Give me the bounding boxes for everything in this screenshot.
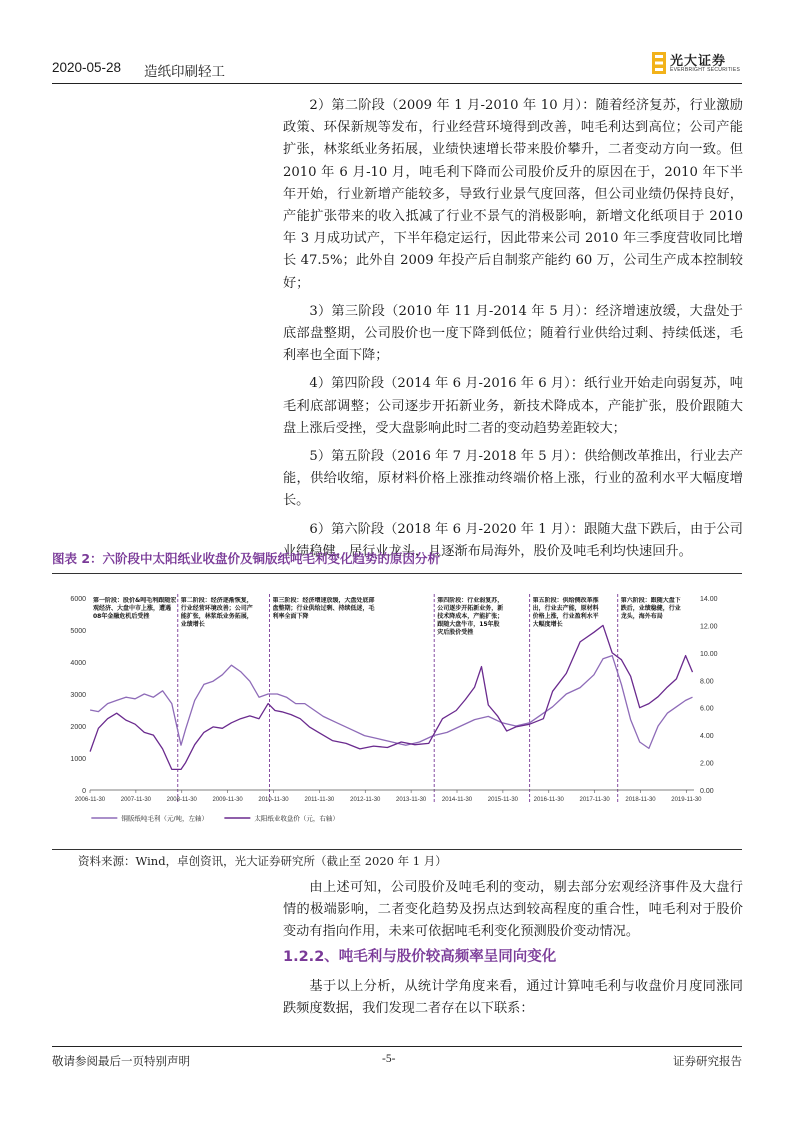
- paragraph-conclusion: 由上述可知，公司股价及吨毛利的变动，剔去部分宏观经济事件及大盘行情的极端影响，二者变化趋势及拐点达到较高程度的重合性，吨毛利对于股价变动有指向作用，未来可依据吨毛利变化预测股价变动情况。: [283, 880, 743, 940]
- annotation-text: 第三阶段：经济增速放缓，大盘处底部盘整期；行业供给过剩、持续低迷，毛利率全面下降: [272, 597, 375, 620]
- chart: [52, 578, 742, 846]
- chart-legend: [91, 814, 339, 823]
- company-logo: [652, 50, 742, 78]
- annotation-6: [621, 597, 681, 659]
- y-left-tick-label: 0: [82, 788, 86, 795]
- y-right-tick-label: 0.00: [700, 788, 714, 795]
- x-tick-label: 2018-11-30: [625, 797, 656, 803]
- chart-annotations: [93, 597, 681, 659]
- report-date: 2020-05-28: [52, 60, 122, 75]
- x-tick-label: 2012-11-30: [350, 797, 381, 803]
- annotation-text: 第六阶段：跟随大盘下跌后，业绩稳健，行业龙头，海外布局: [620, 597, 681, 620]
- x-tick-label: 2009-11-30: [212, 797, 243, 803]
- legend-label: 太阳纸业收盘价（元，右轴）: [254, 814, 339, 823]
- x-tick-label: 2006-11-30: [74, 797, 106, 803]
- top-paragraphs: [283, 95, 743, 569]
- x-tick-label: 2017-11-30: [579, 797, 610, 803]
- x-tick-label: 2016-11-30: [533, 797, 564, 803]
- legend-label: 铜版纸吨毛利（元/吨，左轴）: [121, 814, 209, 823]
- x-tick-label: 2010-11-30: [258, 797, 289, 803]
- annotation-3: [273, 597, 377, 659]
- after-paragraphs: [283, 877, 743, 950]
- y-right-tick-label: 4.00: [700, 733, 714, 741]
- x-tick-label: 2008-11-30: [166, 797, 197, 803]
- y-right-tick-label: 14.00: [700, 596, 718, 603]
- y-left-tick-label: 6000: [70, 596, 86, 603]
- report-sector: 造纸印刷轻工: [144, 64, 225, 80]
- y-right-tick-label: 2.00: [700, 760, 714, 768]
- x-tick-label: 2007-11-30: [120, 797, 152, 803]
- annotation-text: 第二阶段：经济逐渐恢复，行业经营环境改善；公司产能扩张，林浆纸业务拓展，业绩增长: [180, 597, 253, 628]
- paragraph-stage-6: 6）第六阶段（2018 年 6 月-2020 年 1 月）：跟随大盘下跌后，由于公司业绩稳健，居行业龙头，且逐渐布局海外，股价及吨毛利均快速回升。: [283, 521, 743, 559]
- annotation-4: [437, 597, 503, 659]
- x-tick-label: 2014-11-30: [441, 797, 473, 803]
- section-title: 1.2.2、吨毛利与股价较高频率呈同向变化: [283, 949, 557, 965]
- y-right-tick-label: 6.00: [700, 705, 714, 713]
- logo-text: 光大证券: [670, 54, 727, 69]
- paragraph-stage-3: 3）第三阶段（2010 年 11 月-2014 年 5 月）：经济增速放缓，大盘处于底部盘整期，公司股价也一度下降到低位；随着行业供给过剩、持续低迷，毛利率也全面下降；: [283, 303, 743, 364]
- page-number: -5-: [382, 1053, 396, 1065]
- annotation-text: 第四阶段：行业弱复苏，公司逐步开拓新业务，新技术降成本，产能扩张；跟随大盘牛市，15年股灾后股价受挫: [437, 597, 504, 636]
- y-left-tick-label: 2000: [70, 724, 86, 731]
- page-header: [52, 54, 742, 80]
- footer-report-type: 证券研究报告: [673, 1054, 742, 1068]
- annotation-2: [181, 597, 257, 659]
- y-left-tick-label: 4000: [70, 660, 86, 667]
- x-tick-label: 2019-11-30: [671, 797, 702, 803]
- paragraph-stage-5: 5）第五阶段（2016 年 7 月-2018 年 5 月）：供给侧改革推出，行业去产能，供给收缩，原材料价格上涨推动终端价格上涨，行业的盈利水平大幅度增长。: [283, 449, 743, 509]
- y-left-tick-label: 5000: [70, 628, 86, 635]
- y-left-tick-label: 1000: [70, 756, 86, 763]
- figure-bottom-divider: [52, 849, 742, 850]
- series-line-gross-profit: [90, 656, 692, 749]
- annotation-text: 第五阶段：供给侧改革推出，行业去产能，原材料价格上涨，行业盈利水平大幅度增长: [532, 597, 599, 628]
- footer-disclaimer: 敬请参阅最后一页特别声明: [52, 1054, 190, 1068]
- annotation-text: 第一阶段：股价&吨毛利跟随宏观经济、大盘中市上涨，遭遇08年金融危机后受挫: [93, 597, 177, 620]
- y-right-tick-label: 8.00: [700, 678, 714, 686]
- annotation-5: [533, 597, 601, 659]
- header-divider: [52, 83, 742, 84]
- logo-subtext: EVERBRIGHT SECURITIES: [670, 67, 741, 73]
- x-tick-label: 2015-11-30: [487, 797, 519, 803]
- figure-top-divider: [52, 573, 742, 574]
- paragraph-stage-2: 2）第二阶段（2009 年 1 月-2010 年 10 月）：随着经济复苏，行业激励政策、环保新规等发布，行业经营环境得到改善，吨毛利达到高位；公司产能扩张，林浆纸业务拓展，业绩快速增长带来股价攀升，二者变动方向一致。但 2010 年 6 月-10 月，吨毛利下降而公司股价反升的原因在于，2010 年下半年开始，行业新增产能较多，导致行业景气度回落，但公司业绩仍保持良好，产能扩张带来的收入抵减了行业不景气的消极影响，新增文化纸项目于 2010 年 3 月成功试产，下半年稳定运行，因此带来公司 2010 年三季度营收同比增长 47.5%；此外自 2009 年投产后自制浆产能约 60 万，公司生产成本控制较好；: [283, 98, 743, 291]
- y-right-tick-label: 10.00: [700, 650, 718, 658]
- figure-source: 资料来源：Wind，卓创资讯，光大证券研究所（截止至 2020 年 1 月）: [78, 854, 447, 868]
- y-right-tick-label: 12.00: [700, 623, 718, 631]
- footer-divider: [52, 1046, 742, 1047]
- paragraph-stage-4: 4）第四阶段（2014 年 6 月-2016 年 6 月）：纸行业开始走向弱复苏，吨毛利底部调整；公司逐步开拓新业务，新技术降成本，产能扩张，股价跟随大盘上涨后受挫，受大盘影响此时二者的变动趋势差距较大；: [283, 376, 743, 436]
- y-left-tick-label: 3000: [70, 692, 86, 699]
- annotation-1: [93, 597, 177, 659]
- bottom-paragraphs: [283, 976, 743, 1026]
- x-tick-label: 2011-11-30: [304, 797, 335, 803]
- logo-mark-icon: [652, 52, 666, 74]
- paragraph-statistics: 基于以上分析，从统计学角度来看，通过计算吨毛利与收盘价月度同涨同跌频度数据，我们发现二者存在以下联系：: [283, 979, 743, 1017]
- figure-title: 图表 2：六阶段中太阳纸业收盘价及铜版纸吨毛利变化趋势的原因分析: [52, 551, 441, 566]
- x-tick-label: 2013-11-30: [396, 797, 427, 803]
